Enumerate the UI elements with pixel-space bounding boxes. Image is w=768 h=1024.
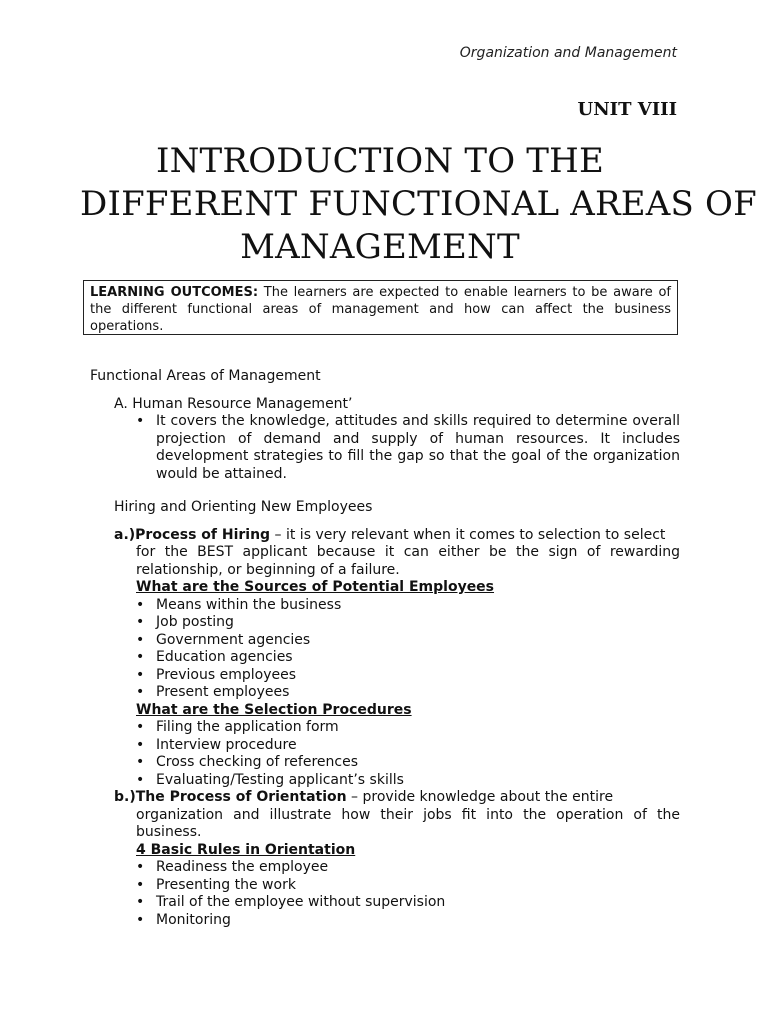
list-item: • Monitoring	[156, 912, 680, 930]
list-item: • Job posting	[156, 614, 680, 632]
unit-label: UNIT VIII	[577, 99, 677, 120]
hr-bullet-list	[90, 413, 680, 483]
process-of-orientation	[114, 789, 680, 842]
list-item: • It covers the knowledge, attitudes and skills required to determine overall projection of demand and supply of human resources. It includes development strategies to fill the gap so that the goal of the organization would be attained.	[156, 413, 680, 483]
process-text: – it is very relevant when it comes to selection to select	[270, 526, 666, 543]
sources-list	[90, 597, 680, 702]
content-body	[90, 368, 680, 929]
learning-outcomes-label: LEARNING OUTCOMES:	[90, 285, 259, 300]
list-item: • Presenting the work	[156, 877, 680, 895]
page-title	[80, 140, 757, 269]
process-text: – provide knowledge about the entire	[346, 789, 614, 805]
list-item: • Readiness the employee	[156, 859, 680, 877]
process-text-continued: organization and illustrate how their jobs fit into the operation of the business.	[136, 806, 680, 840]
selection-heading: What are the Selection Procedures	[136, 701, 412, 718]
list-item: • Cross checking of references	[156, 754, 680, 772]
hr-heading: A. Human Resource Management’	[114, 395, 353, 412]
list-item: • Education agencies	[156, 649, 680, 667]
title-line: INTRODUCTION TO THE	[155, 141, 605, 181]
list-item: • Interview procedure	[156, 737, 680, 755]
learning-outcomes-box	[83, 280, 678, 335]
running-header: Organization and Management	[459, 45, 677, 61]
rules-heading: 4 Basic Rules in Orientation	[136, 841, 356, 858]
title-line: MANAGEMENT	[240, 227, 520, 267]
sources-heading: What are the Sources of Potential Employees	[136, 579, 495, 595]
list-item: • Means within the business	[156, 597, 680, 615]
list-item: • Government agencies	[156, 632, 680, 650]
list-item: • Previous employees	[156, 667, 680, 685]
hiring-heading: Hiring and Orienting New Employees	[114, 499, 373, 515]
list-item: • Evaluating/Testing applicant’s skills	[156, 772, 680, 790]
process-label: a.)Process of Hiring	[114, 526, 271, 543]
list-item: • Filing the application form	[156, 719, 680, 737]
list-item: • Trail of the employee without supervision	[156, 894, 680, 912]
rules-list	[90, 859, 680, 929]
section-heading: Functional Areas of Management	[90, 368, 321, 384]
process-text-continued: for the BEST applicant because it can either be the sign of rewarding relationship, or beginning of a failure.	[136, 544, 680, 578]
list-item: • Present employees	[156, 684, 680, 702]
process-of-hiring	[114, 527, 680, 580]
process-label: b.)The Process of Orientation	[114, 789, 347, 805]
selection-list	[90, 719, 680, 789]
learning-outcomes-text: The learners are expected to enable learners to be aware of the different functional areas of management and how can affect the business operations.	[90, 285, 671, 334]
title-line: DIFFERENT FUNCTIONAL AREAS OF	[80, 184, 757, 224]
